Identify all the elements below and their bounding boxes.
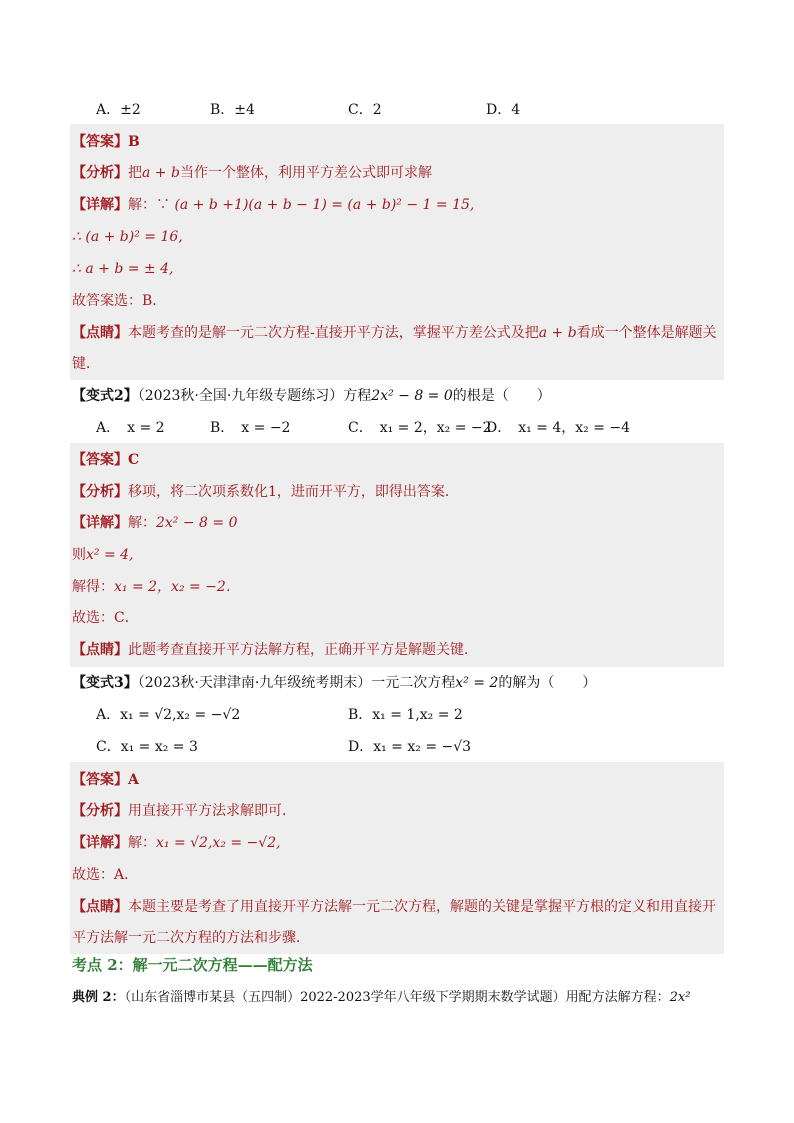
option-c: C． x₁ = 2，x₂ = −2 bbox=[348, 420, 492, 436]
comment-tag: 【点睛】 bbox=[72, 899, 128, 915]
detail-math: x₁ = √2,x₂ = −√2, bbox=[156, 835, 281, 851]
detail-tag: 【详解】 bbox=[72, 515, 128, 531]
answer-value: A bbox=[128, 772, 139, 788]
option-d: D． x₁ = 4，x₂ = −4 bbox=[486, 420, 631, 436]
analysis-text: 移项，将二次项系数化1，进而开平方，即得出答案． bbox=[128, 484, 459, 500]
variant-equation: 2x² − 8 = 0 bbox=[371, 388, 453, 404]
detail-text: 解： bbox=[128, 515, 156, 531]
option-b: B． x = −2 bbox=[210, 420, 291, 436]
comment-line-2: 键． bbox=[72, 356, 100, 372]
comment-text-2: 看成一个整体是解题关 bbox=[576, 325, 717, 341]
answer-line bbox=[72, 450, 139, 470]
example-2-line bbox=[72, 988, 690, 1008]
analysis-text: 用直接开平方法求解即可． bbox=[128, 803, 296, 819]
option-c: C．x₁ = x₂ = 3 bbox=[96, 739, 198, 755]
variant-2-question bbox=[72, 386, 551, 406]
analysis-text: 把 bbox=[128, 165, 142, 181]
answer-line bbox=[72, 770, 139, 790]
detail-text: 解：∵ bbox=[128, 197, 175, 213]
analysis-tag: 【分析】 bbox=[72, 803, 128, 819]
example-text: （山东省淄博市某县（五四制）2022-2023学年八年级下学期期末数学试题）用配方法解方程： bbox=[124, 990, 670, 1005]
variant-source: （2023秋·天津津南·九年级统考期末）一元二次方程 bbox=[137, 675, 456, 691]
section-heading: 考点 2：解一元二次方程——配方法 bbox=[72, 956, 313, 974]
analysis-text-2: 当作一个整体，利用平方差公式即可求解 bbox=[179, 165, 432, 181]
variant-equation: x² = 2 bbox=[455, 675, 499, 691]
answer-tag: 【答案】 bbox=[72, 772, 128, 788]
analysis-tag: 【分析】 bbox=[72, 165, 128, 181]
detail-tag: 【详解】 bbox=[72, 835, 128, 851]
variant-rest: 的根是（ ） bbox=[452, 388, 551, 404]
comment-line-2: 平方法解一元二次方程的方法和步骤． bbox=[72, 930, 310, 946]
solution-block-2 bbox=[70, 443, 724, 667]
option-b: B．x₁ = 1,x₂ = 2 bbox=[348, 707, 463, 723]
detail-tag: 【详解】 bbox=[72, 197, 128, 213]
variant-rest: 的解为（ ） bbox=[498, 675, 597, 691]
analysis-tag: 【分析】 bbox=[72, 484, 128, 500]
comment-text: 此题考查直接开平方法解方程，正确开平方是解题关键． bbox=[128, 642, 478, 658]
detail-step-3 bbox=[72, 577, 240, 597]
analysis-line bbox=[72, 163, 432, 183]
detail-text: 则 bbox=[72, 547, 86, 563]
conclusion-line: 故选：C． bbox=[72, 610, 139, 626]
answer-tag: 【答案】 bbox=[72, 134, 128, 150]
comment-math: a + b bbox=[538, 325, 577, 341]
variant-tag: 【变式3】 bbox=[72, 675, 138, 691]
option-d: D．x₁ = x₂ = −√3 bbox=[348, 739, 472, 755]
option-a: A．±2 bbox=[96, 102, 141, 118]
example-tag: 典例 2： bbox=[72, 990, 125, 1005]
detail-line bbox=[72, 513, 238, 533]
analysis-math: a + b bbox=[142, 165, 180, 181]
analysis-line bbox=[72, 801, 296, 821]
detail-math: (a + b +1)(a + b − 1) = (a + b)² − 1 = 15, bbox=[174, 197, 475, 213]
option-d: D．4 bbox=[486, 102, 521, 118]
detail-math: x₁ = 2，x₂ = −2． bbox=[114, 579, 240, 595]
answer-value: C bbox=[128, 452, 140, 468]
comment-text: 本题考查的是解一元二次方程-直接开平方法，掌握平方差公式及把 bbox=[128, 325, 539, 341]
comment-line bbox=[72, 640, 478, 660]
comment-text: 本题主要是考查了用直接开平方法解一元二次方程，解题的关键是掌握平方根的定义和用直接开 bbox=[128, 899, 716, 915]
detail-step-2 bbox=[72, 545, 134, 565]
comment-tag: 【点睛】 bbox=[72, 642, 128, 658]
option-b: B．±4 bbox=[210, 102, 255, 118]
detail-text: 解得： bbox=[72, 579, 114, 595]
detail-step-2: ∴ (a + b)² = 16, bbox=[72, 229, 183, 245]
answer-tag: 【答案】 bbox=[72, 452, 128, 468]
variant-source: （2023秋·全国·九年级专题练习）方程 bbox=[137, 388, 372, 404]
detail-math: x² = 4, bbox=[86, 547, 134, 563]
example-equation: 2x² bbox=[669, 990, 691, 1005]
variant-3-question bbox=[72, 673, 596, 693]
conclusion-line: 故选：A． bbox=[72, 867, 139, 883]
variant-tag: 【变式2】 bbox=[72, 388, 138, 404]
comment-tag: 【点睛】 bbox=[72, 325, 128, 341]
conclusion-line: 故答案选：B． bbox=[72, 293, 167, 309]
detail-step-3: ∴ a + b = ± 4, bbox=[72, 261, 174, 277]
detail-line bbox=[72, 833, 281, 853]
comment-line bbox=[72, 897, 716, 917]
answer-line bbox=[72, 132, 140, 152]
option-a: A． x = 2 bbox=[96, 420, 165, 436]
answer-value: B bbox=[128, 134, 140, 150]
option-a: A．x₁ = √2,x₂ = −√2 bbox=[96, 707, 241, 723]
detail-math: 2x² − 8 = 0 bbox=[156, 515, 238, 531]
detail-line bbox=[72, 195, 474, 215]
comment-line bbox=[72, 323, 717, 343]
analysis-line bbox=[72, 482, 459, 502]
detail-text: 解： bbox=[128, 835, 156, 851]
option-c: C．2 bbox=[348, 102, 382, 118]
solution-block-3 bbox=[70, 762, 724, 954]
